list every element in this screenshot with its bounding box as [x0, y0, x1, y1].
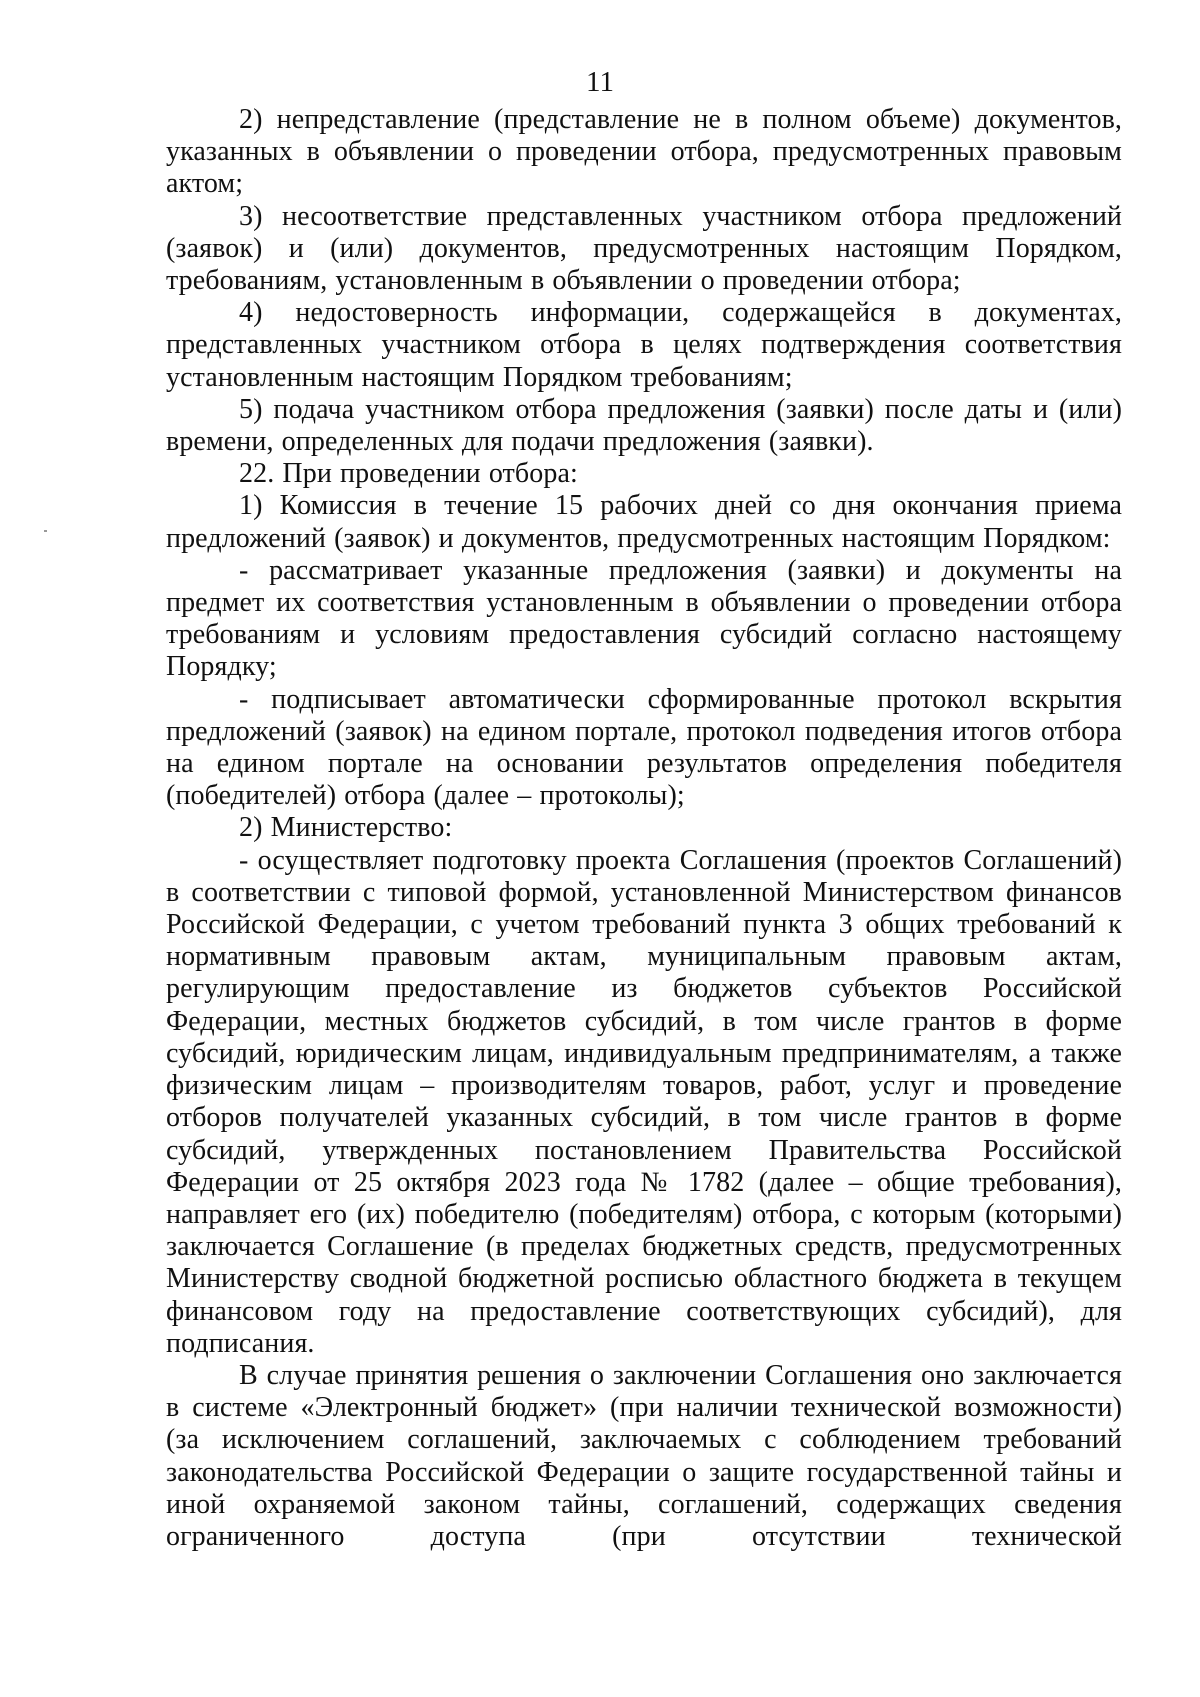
paragraph-commission-sign: - подписывает автоматически сформированные протокол вскрытия предложений (заявок) на едином портале, протокол подведения итогов отбора на едином портале на основании результатов определения победителя (победителей) отбора (далее – протоколы); — [166, 683, 1122, 812]
paragraph-item-3: 3) несоответствие представленных участником отбора предложений (заявок) и (или) документов, предусмотренных настоящим Порядком, требованиям, установленным в объявлении о проведении отбора; — [166, 200, 1122, 297]
paragraph-commission: 1) Комиссия в течение 15 рабочих дней со дня окончания приема предложений (заявок) и документов, предусмотренных настоящим Порядком: — [166, 490, 1122, 554]
paragraph-ministry-agreement: - осуществляет подготовку проекта Соглашения (проектов Соглашений) в соответствии с типовой формой, установленной Министерством финансов Российской Федерации, с учетом требований пункта 3 общих требований к нормативным правовым актам, муниципальным правовым актам, регулирующим предоставление из бюджетов субъектов Российской Федерации, местных бюджетов субсидий, в том числе грантов в форме субсидий, юридическим лицам, индивидуальным предпринимателям, а также физическим лицам – производителям товаров, работ, услуг и проведение отборов получателей указанных субсидий, в том числе грантов в форме субсидий, утвержденных постановлением Правительства Российской Федерации от 25 октября 2023 года № 1782 (далее – общие требования), направляет его (их) победителю (победителям) отбора, с которым (которыми) заключается Соглашение (в пределах бюджетных средств, предусмотренных Министерству сводной бюджетной росписью областного бюджета в текущем финансовом году на предоставление соответствующих субсидий), для подписания. — [166, 844, 1122, 1359]
paragraph-clause-22: 22. При проведении отбора: — [239, 458, 578, 490]
paragraph-item-2: 2) непредставление (представление не в полном объеме) документов, указанных в объявлении о проведении отбора, предусмотренных правовым актом; — [166, 104, 1122, 200]
paragraph-commission-review: - рассматривает указанные предложения (заявки) и документы на предмет их соответствия установленным в объявлении о проведении отбора требованиям и условиям предоставления субсидий согласно настоящему Порядку; — [166, 554, 1122, 683]
page-number: 11 — [586, 66, 614, 98]
scan-artifact — [44, 530, 47, 532]
paragraph-ministry: 2) Министерство: — [239, 812, 453, 844]
paragraph-item-5: 5) подача участником отбора предложения (заявки) после даты и (или) времени, определенных для подачи предложения (заявки). — [166, 393, 1122, 458]
paragraph-electronic-budget: В случае принятия решения о заключении Соглашения оно заключается в системе «Электронный бюджет» (при наличии технической возможности) (за исключением соглашений, заключаемых с соблюдением требований законодательства Российской Федерации о защите государственной тайны и иной охраняемой законом тайны, соглашений, содержащих сведения ограниченного доступа (при отсутствии технической — [166, 1359, 1122, 1552]
document-body — [166, 104, 1122, 1553]
paragraph-item-4: 4) недостоверность информации, содержащейся в документах, представленных участником отбора в целях подтверждения соответствия установленным настоящим Порядком требованиям; — [166, 297, 1122, 393]
